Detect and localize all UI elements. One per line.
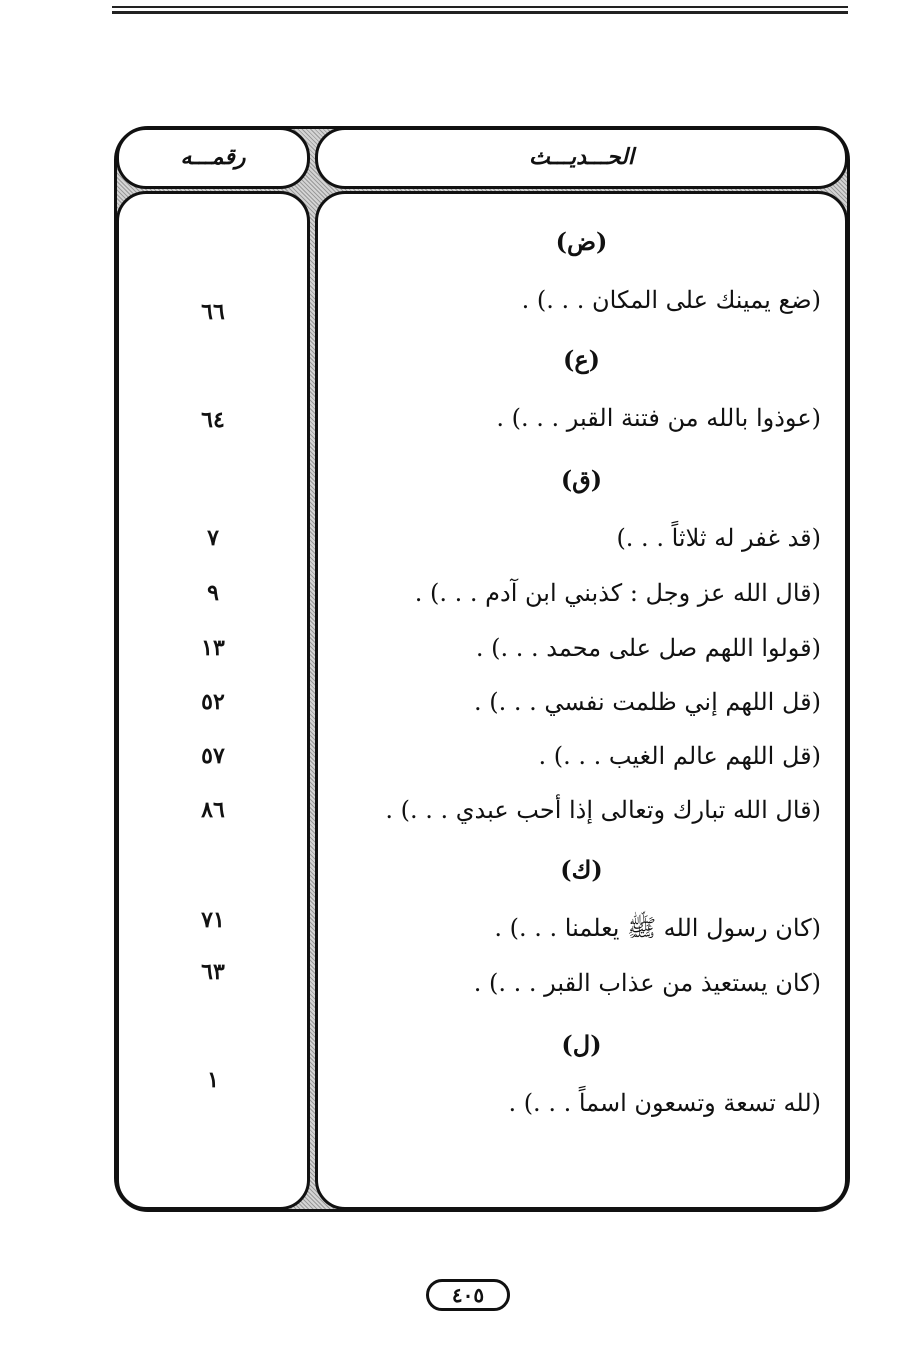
hadith-entry: (كان رسول الله ﷺ يعلمنا . . .) . [494,914,821,942]
hadith-entry: (قال الله عز وجل : كذبني ابن آدم . . .) . [414,579,821,607]
hadith-entry: (عوذوا بالله من فتنة القبر . . .) . [496,404,821,432]
hadith-entry: (قل اللهم عالم الغيب . . .) . [538,742,821,770]
letter-heading: (ع) [562,345,601,374]
hadith-entry: (قال الله تبارك وتعالى إذا أحب عبدي . . .) . [385,796,821,824]
hadith-number: ٦٤ [201,407,225,433]
top-rule-thick [112,11,848,14]
hadith-number: ٧١ [201,907,225,933]
hadith-number: ٦٣ [201,959,225,985]
hadith-entry: (لله تسعة وتسعون اسماً . . .) . [508,1089,821,1117]
top-rule [112,6,848,8]
hadith-number: ١٣ [201,635,225,661]
hadith-entry: (قل اللهم إني ظلمت نفسي . . .) . [474,688,821,716]
hadith-entry: (كان يستعيذ من عذاب القبر . . .) . [473,969,821,997]
hadith-column-header: الحـــديـــث [529,145,634,170]
letter-heading: (ك) [560,855,603,884]
hadith-number: ٦٦ [201,299,225,325]
letter-heading: (ق) [560,465,603,494]
letter-heading: (ل) [561,1030,602,1059]
page-number: ٤٠٥ [426,1279,510,1311]
hadith-number: ٨٦ [201,797,225,823]
hadith-number: ٥٢ [201,689,225,715]
hadith-number: ٥٧ [201,743,225,769]
hadith-number: ١ [207,1067,219,1093]
hadith-number: ٩ [207,580,219,606]
hadith-entry: (ضع يمينك على المكان . . .) . [521,286,821,314]
hadith-entry: (قد غفر له ثلاثاً . . .) [616,524,821,552]
hadith-entry: (قولوا اللهم صل على محمد . . .) . [475,634,821,662]
number-column-header: رقمـــه [180,145,246,170]
letter-heading: (ض) [555,227,608,256]
hadith-number: ٧ [207,525,219,551]
